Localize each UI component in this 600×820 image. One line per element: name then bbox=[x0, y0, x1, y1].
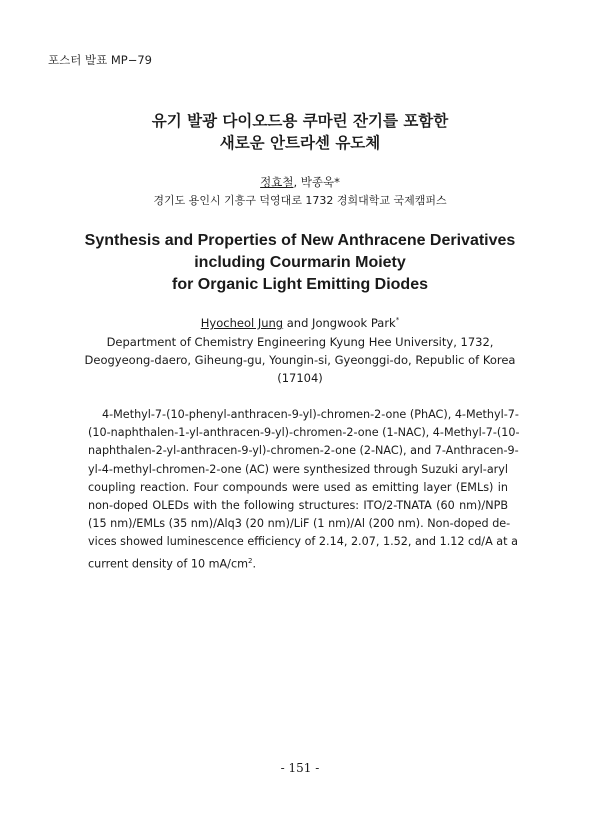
english-presenter-name: Hyocheol Jung bbox=[200, 316, 284, 330]
english-affiliation-line2: Deogyeong-daero, Giheung-gu, Youngin-si, Gyeonggi-do, Republic of Korea bbox=[84, 353, 516, 367]
session-label: 포스터 발표 MP−79 bbox=[48, 53, 152, 67]
korean-title-line1: 유기 발광 다이오드용 쿠마린 잔기를 포함한 bbox=[151, 112, 449, 130]
corresponding-author-mark: * bbox=[395, 316, 400, 325]
english-affiliation-line1: Department of Chemistry Engineering Kyung Hee University, 1732, bbox=[106, 335, 494, 349]
korean-affiliation: 경기도 용인시 기흥구 덕영대로 1732 경희대학교 국제캠퍼스 bbox=[153, 194, 447, 207]
abstract-last-line-text: current density of 10 mA/cm bbox=[88, 557, 248, 571]
abstract-line: yl-4-methyl-chromen-2-one (AC) were synthesized through Suzuki aryl-aryl bbox=[88, 462, 508, 476]
abstract-last-line-period: . bbox=[252, 557, 257, 571]
abstract-line: (15 nm)/EMLs (35 nm)/Alq3 (20 nm)/LiF (1 nm)/Al (200 nm). Non-doped de- bbox=[88, 517, 511, 531]
english-authors bbox=[0, 316, 600, 330]
korean-author-separator: , bbox=[293, 175, 301, 189]
unit-exponent: 2 bbox=[248, 556, 253, 565]
abstract-line: non-doped OLEDs with the following structures: ITO/2-TNATA (60 nm)/NPB bbox=[88, 498, 508, 512]
abstract-line: (10-naphthalen-1-yl-anthracen-9-yl)-chromen-2-one (1-NAC), 4-Methyl-7-(10- bbox=[88, 426, 520, 440]
korean-presenter-name: 정효철 bbox=[260, 175, 294, 189]
english-affiliation-line3: (17104) bbox=[277, 371, 323, 385]
korean-coauthor-name: 박종욱* bbox=[300, 175, 340, 189]
english-coauthor-name: and Jongwook Park bbox=[283, 316, 396, 330]
english-title-line2: including Courmarin Moiety bbox=[194, 254, 406, 271]
korean-authors bbox=[0, 174, 600, 190]
abstract-line: 4-Methyl-7-(10-phenyl-anthracen-9-yl)-chromen-2-one (PhAC), 4-Methyl-7- bbox=[102, 408, 519, 421]
abstract-line: vices showed luminescence efficiency of 2.14, 2.07, 1.52, and 1.12 cd/A at a bbox=[88, 535, 518, 549]
abstract bbox=[88, 406, 520, 571]
korean-title-line2: 새로운 안트라센 유도체 bbox=[219, 134, 381, 152]
abstract-last-line bbox=[88, 552, 508, 570]
page-number: - 151 - bbox=[280, 761, 320, 775]
english-title-line1: Synthesis and Properties of New Anthracene Derivatives bbox=[84, 232, 516, 249]
abstract-line: naphthalen-2-yl-anthracen-9-yl)-chromen-2-one (2-NAC), and 7-Anthracen-9- bbox=[88, 444, 519, 458]
english-title-line3: for Organic Light Emitting Diodes bbox=[172, 276, 428, 293]
abstract-line: coupling reaction. Four compounds were used as emitting layer (EMLs) in bbox=[88, 480, 508, 494]
